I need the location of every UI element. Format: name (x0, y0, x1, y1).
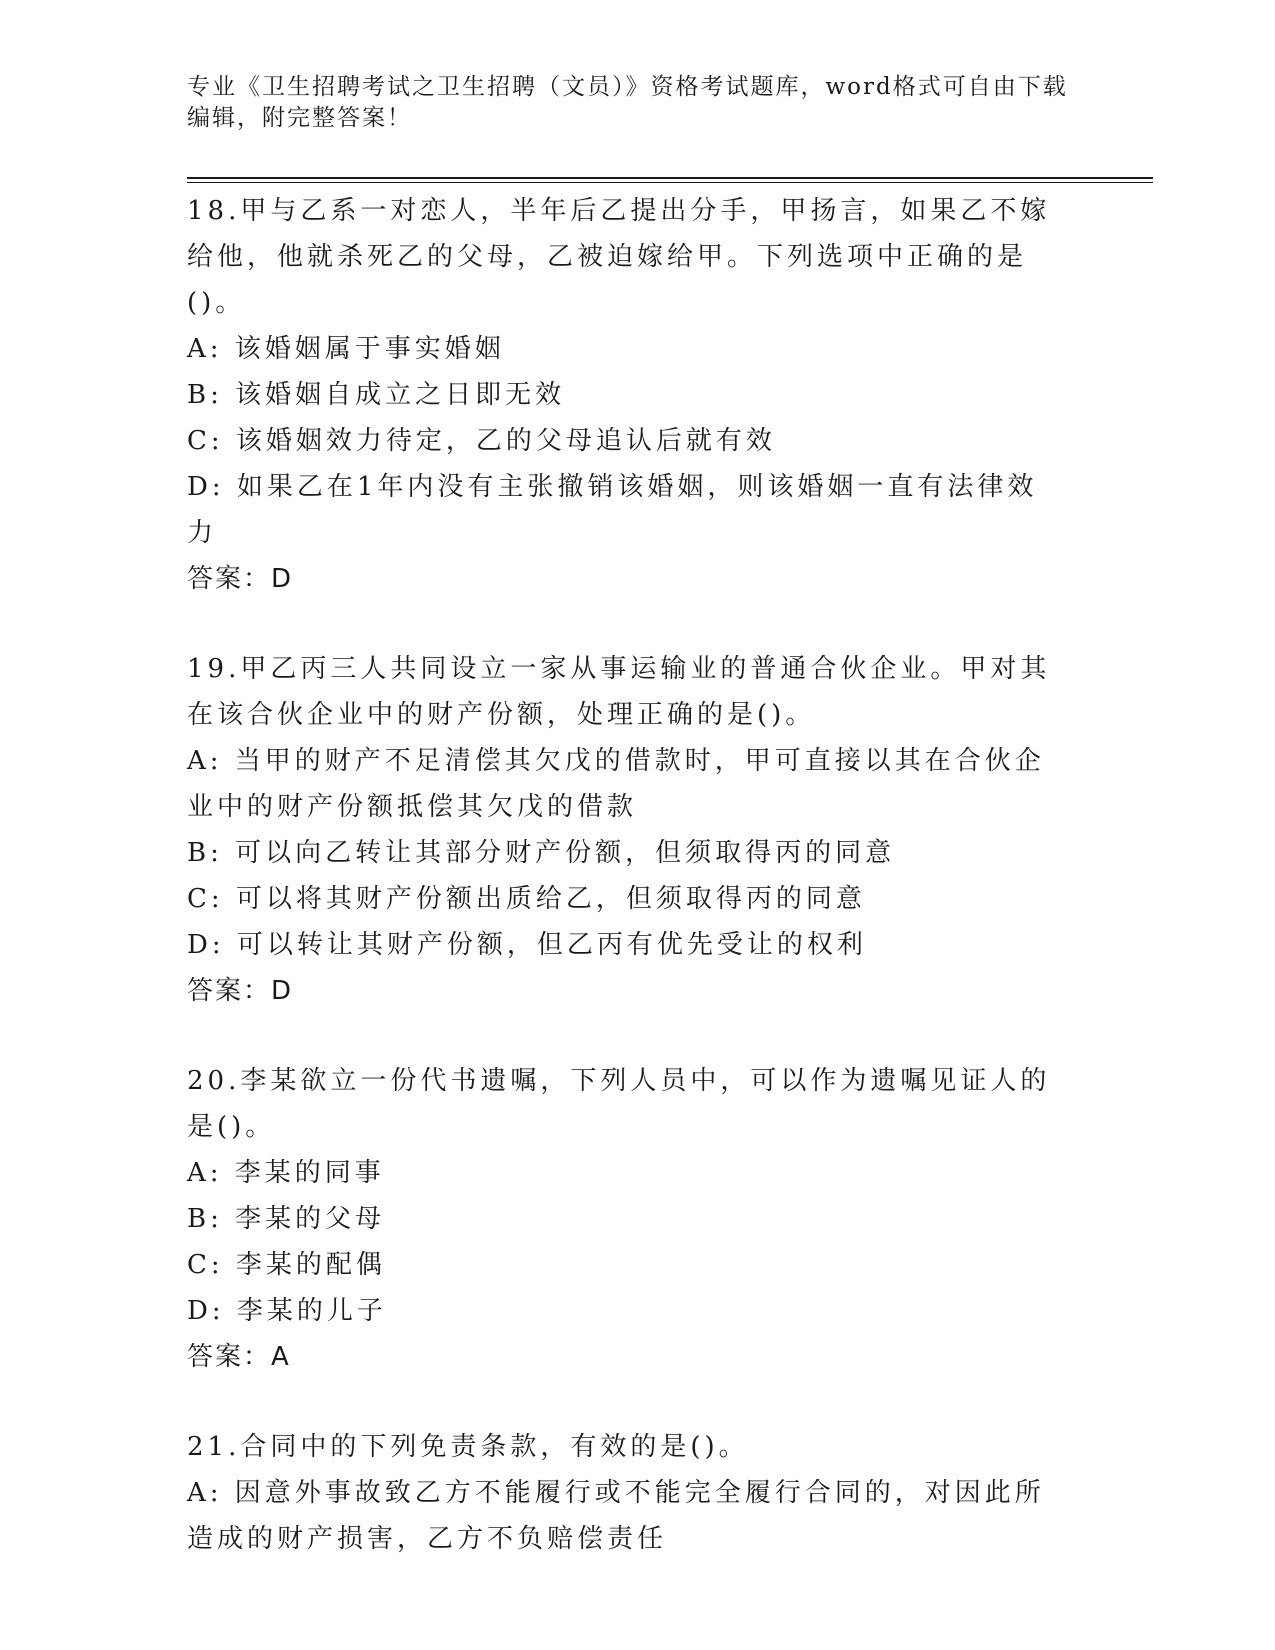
option-d: D: 如果乙在1年内没有主张撤销该婚姻，则该婚姻一直有法律效力 (187, 472, 1038, 548)
option-c: C: 李某的配偶 (187, 1250, 386, 1280)
question-19 (187, 646, 1067, 1014)
question-18 (187, 188, 1067, 602)
option-a: A: 李某的同事 (187, 1158, 385, 1188)
question-21 (187, 1424, 1067, 1562)
option-d: D: 可以转让其财产份额，但乙丙有优先受让的权利 (187, 930, 867, 960)
question-stem: 18.甲与乙系一对恋人，半年后乙提出分手，甲扬言，如果乙不嫁给他，他就杀死乙的父母，乙被迫嫁给甲。下列选项中正确的是()。 (187, 196, 1051, 318)
question-stem: 21.合同中的下列免责条款，有效的是()。 (187, 1432, 749, 1462)
header-divider-thin (187, 182, 1153, 183)
answer-label: 答案：D (187, 976, 294, 1006)
option-c: C: 该婚姻效力待定，乙的父母追认后就有效 (187, 426, 776, 456)
option-a: A: 因意外事故致乙方不能履行或不能完全履行合同的，对因此所造成的财产损害，乙方不负赔偿责任 (187, 1478, 1045, 1554)
option-c: C: 可以将其财产份额出质给乙，但须取得丙的同意 (187, 884, 866, 914)
header-divider-thick (187, 177, 1153, 179)
question-stem: 19.甲乙丙三人共同设立一家从事运输业的普通合伙企业。甲对其在该合伙企业中的财产份额，处理正确的是()。 (187, 654, 1051, 730)
option-b: B: 可以向乙转让其部分财产份额，但须取得丙的同意 (187, 838, 896, 868)
answer-label: 答案：A (187, 1342, 291, 1372)
question-20 (187, 1058, 1067, 1380)
option-a: A: 当甲的财产不足清偿其欠戊的借款时，甲可直接以其在合伙企业中的财产份额抵偿其欠戊的借款 (187, 746, 1045, 822)
option-d: D: 李某的儿子 (187, 1296, 387, 1326)
option-a: A: 该婚姻属于事实婚姻 (187, 334, 505, 364)
answer-label: 答案：D (187, 564, 294, 594)
document-header: 专业《卫生招聘考试之卫生招聘（文员）》资格考试题库，word格式可自由下载编辑，附完整答案！ (187, 74, 1068, 131)
option-b: B: 该婚姻自成立之日即无效 (187, 380, 566, 410)
question-stem: 20.李某欲立一份代书遗嘱，下列人员中，可以作为遗嘱见证人的是()。 (187, 1066, 1051, 1142)
question-list (187, 188, 1067, 1606)
option-b: B: 李某的父母 (187, 1204, 386, 1234)
